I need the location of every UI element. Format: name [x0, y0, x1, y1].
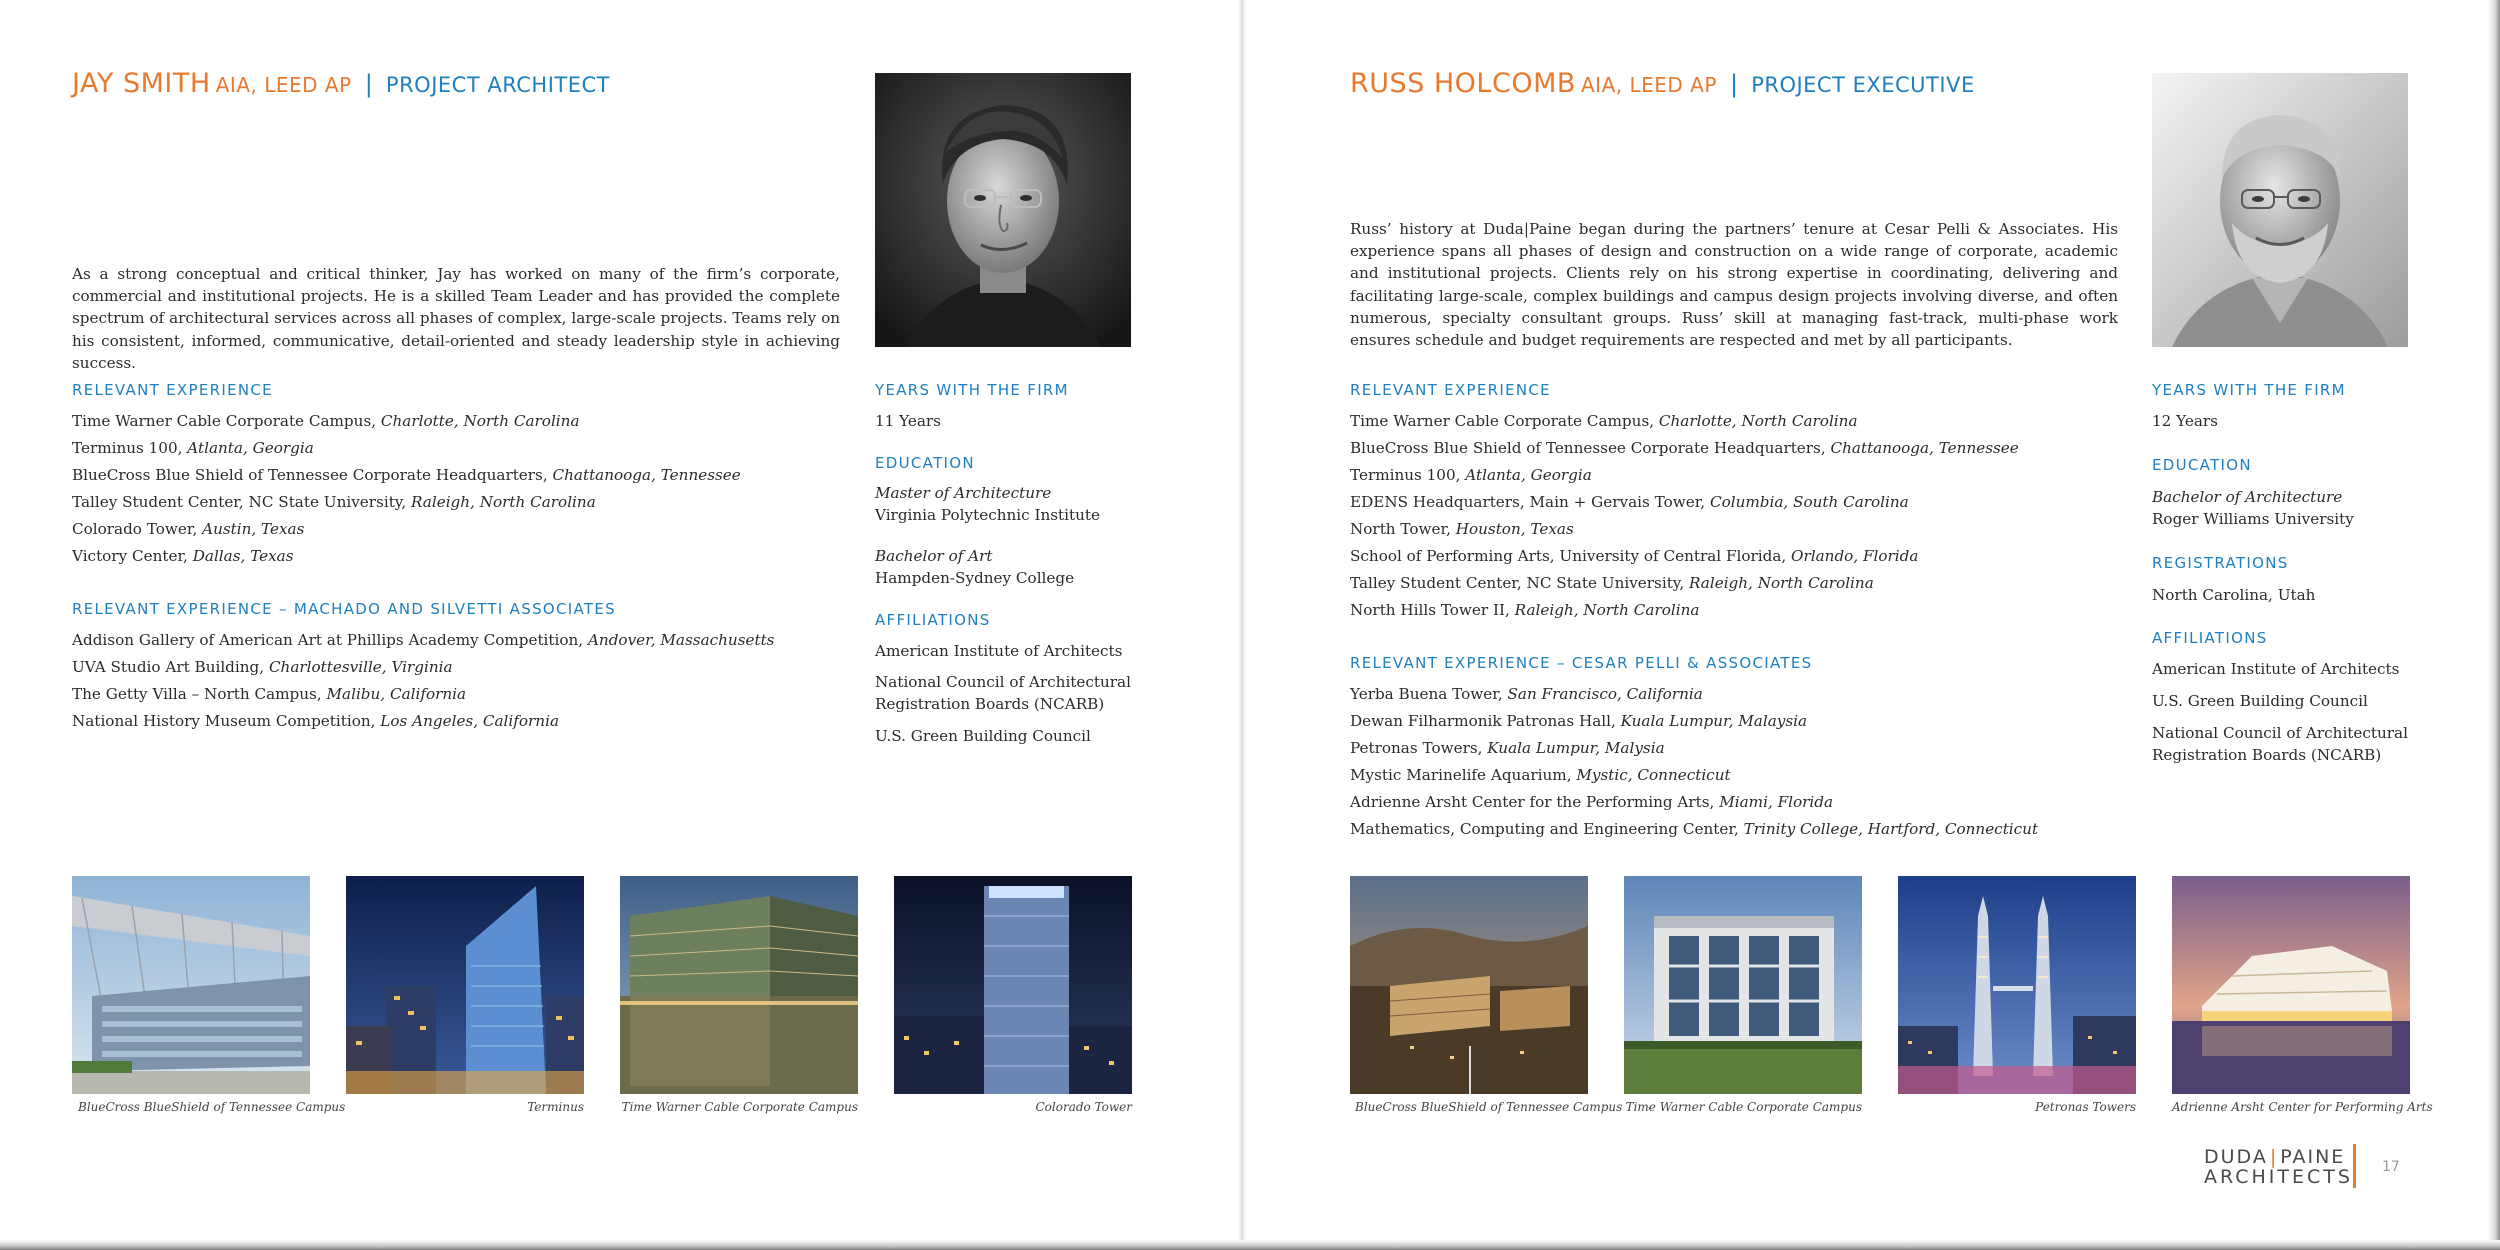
photo-caption: Colorado Tower	[1035, 1100, 1132, 1114]
list-item: The Getty Villa – North Campus, Malibu, California	[72, 685, 467, 703]
portrait-photo	[875, 73, 1131, 347]
photo-caption: BlueCross BlueShield of Tennessee Campus	[78, 1100, 346, 1114]
affiliation-item: American Institute of Architects	[875, 642, 1123, 660]
list-item: North Hills Tower II, Raleigh, North Carolina	[1350, 601, 1700, 619]
project-photo-bluecross	[72, 876, 310, 1094]
profile-header	[1350, 68, 1975, 99]
list-item: National History Museum Competition, Los Angeles, California	[72, 712, 559, 730]
list-item: Terminus 100, Atlanta, Georgia	[1350, 466, 1592, 484]
header-separator: |	[1730, 70, 1739, 98]
list-item: Mystic Marinelife Aquarium, Mystic, Connecticut	[1350, 766, 1731, 784]
list-item: Adrienne Arsht Center for the Performing Arts, Miami, Florida	[1350, 793, 1834, 811]
education-item: Bachelor of Architecture Roger Williams University	[2152, 488, 2354, 528]
project-photo-time-warner	[620, 876, 858, 1094]
photo-caption: Time Warner Cable Corporate Campus	[1625, 1100, 1862, 1114]
education-item: Bachelor of Art Hampden-Sydney College	[875, 547, 1075, 587]
project-photo-time-warner	[1624, 876, 1862, 1094]
list-item: Time Warner Cable Corporate Campus, Charlotte, North Carolina	[72, 412, 580, 430]
firm-logo: DUDA | PAINE ARCHITECTS	[2204, 1146, 2353, 1188]
bio-paragraph: As a strong conceptual and critical thinker, Jay has worked on many of the firm’s corporate, commercial and institutional projects. He is a skilled Team Leader and has provided the complete spectrum of architectural services across all phases of complex, large-scale projects. Teams rely on his consistent, informed, communicative, detail-oriented and steady leadership style in achieving success.	[72, 265, 840, 372]
logo-divider	[2353, 1144, 2356, 1188]
left-page	[0, 0, 1238, 1240]
person-name: JAY SMITH	[72, 68, 211, 99]
list-item: Petronas Towers, Kuala Lumpur, Malysia	[1350, 739, 1665, 757]
years-value: 11 Years	[875, 412, 941, 430]
list-item: EDENS Headquarters, Main + Gervais Tower, Columbia, South Carolina	[1350, 493, 1909, 511]
photo-caption: Adrienne Arsht Center for Performing Arts	[2172, 1100, 2433, 1114]
affiliation-item: U.S. Green Building Council	[2152, 692, 2368, 710]
project-photo-terminus	[346, 876, 584, 1094]
relevant-experience-heading: RELEVANT EXPERIENCE	[72, 381, 273, 399]
page-number: 17	[2382, 1159, 2400, 1175]
page-edge-shadow	[2488, 0, 2500, 1250]
list-item: Mathematics, Computing and Engineering Center, Trinity College, Hartford, Connecticut	[1350, 820, 2039, 838]
person-role: PROJECT EXECUTIVE	[1751, 73, 1975, 97]
person-name: RUSS HOLCOMB	[1350, 68, 1576, 99]
education-item: Master of Architecture Virginia Polytechnic Institute	[875, 484, 1100, 524]
list-item: BlueCross Blue Shield of Tennessee Corporate Headquarters, Chattanooga, Tennessee	[72, 466, 741, 484]
list-item: Talley Student Center, NC State University, Raleigh, North Carolina	[1350, 574, 1874, 592]
list-item: Colorado Tower, Austin, Texas	[72, 520, 305, 538]
photo-caption: Petronas Towers	[2035, 1100, 2136, 1114]
list-item: Terminus 100, Atlanta, Georgia	[72, 439, 314, 457]
list-item: North Tower, Houston, Texas	[1350, 520, 1574, 538]
list-item: School of Performing Arts, University of Central Florida, Orlando, Florida	[1350, 547, 1919, 565]
relevant-experience-heading: RELEVANT EXPERIENCE	[1350, 381, 1551, 399]
relevant-experience-list	[72, 408, 741, 570]
years-value: 12 Years	[2152, 412, 2218, 430]
photo-caption: Time Warner Cable Corporate Campus	[621, 1100, 858, 1114]
affiliation-item: National Council of Architectural Registration Boards (NCARB)	[875, 673, 1131, 713]
project-photo-bluecross	[1350, 876, 1588, 1094]
list-item: Talley Student Center, NC State University, Raleigh, North Carolina	[72, 493, 596, 511]
person-credentials: AIA, LEED AP	[215, 73, 352, 97]
list-item: Dewan Filharmonik Patronas Hall, Kuala Lumpur, Malaysia	[1350, 712, 1808, 730]
registrations-heading: REGISTRATIONS	[2152, 554, 2289, 572]
prior-experience-list	[1350, 681, 2038, 843]
years-heading: YEARS WITH THE FIRM	[875, 381, 1069, 399]
prior-experience-heading: RELEVANT EXPERIENCE – CESAR PELLI & ASSOCIATES	[1350, 654, 1813, 672]
right-page	[1246, 0, 2486, 1240]
photo-caption: Terminus	[527, 1100, 584, 1114]
years-heading: YEARS WITH THE FIRM	[2152, 381, 2346, 399]
affiliation-item: National Council of Architectural Registration Boards (NCARB)	[2152, 724, 2408, 764]
education-heading: EDUCATION	[2152, 456, 2252, 474]
list-item: UVA Studio Art Building, Charlottesville, Virginia	[72, 658, 453, 676]
list-item: Time Warner Cable Corporate Campus, Charlotte, North Carolina	[1350, 412, 1858, 430]
affiliation-item: American Institute of Architects	[2152, 660, 2400, 678]
affiliations-heading: AFFILIATIONS	[875, 611, 991, 629]
page-bottom-shadow	[0, 1240, 2500, 1250]
affiliations-heading: AFFILIATIONS	[2152, 629, 2268, 647]
project-photo-colorado-tower	[894, 876, 1132, 1094]
relevant-experience-list	[1350, 408, 2019, 624]
list-item: Victory Center, Dallas, Texas	[72, 547, 294, 565]
header-separator: |	[364, 70, 373, 98]
book-gutter	[1238, 0, 1246, 1240]
project-photo-petronas	[1898, 876, 2136, 1094]
affiliation-item: U.S. Green Building Council	[875, 727, 1091, 745]
photo-caption: BlueCross BlueShield of Tennessee Campus	[1355, 1100, 1623, 1114]
registrations-value: North Carolina, Utah	[2152, 586, 2316, 604]
bio-paragraph: Russ’ history at Duda|Paine began during the partners’ tenure at Cesar Pelli & Associates. His experience spans all phases of design and construction on a wide range of corporate, academic and institutional projects. Clients rely on his strong expertise in coordinating, delivering and facilitating large-scale, complex buildings and campus design projects involving diverse, and often numerous, specialty consultant groups. Russ’ skill at managing fast-track, multi-phase work ensures schedule and budget requirements are respected and met by all participants.	[1350, 220, 2118, 350]
person-role: PROJECT ARCHITECT	[385, 73, 610, 97]
profile-header	[72, 68, 610, 99]
prior-experience-list	[72, 627, 774, 735]
prior-experience-heading: RELEVANT EXPERIENCE – MACHADO AND SILVETTI ASSOCIATES	[72, 600, 616, 618]
person-credentials: AIA, LEED AP	[1581, 73, 1717, 97]
portrait-photo	[2152, 73, 2408, 347]
list-item: Yerba Buena Tower, San Francisco, California	[1350, 685, 1703, 703]
list-item: BlueCross Blue Shield of Tennessee Corporate Headquarters, Chattanooga, Tennessee	[1350, 439, 2019, 457]
project-photo-arsht-center	[2172, 876, 2410, 1094]
education-heading: EDUCATION	[875, 454, 975, 472]
list-item: Addison Gallery of American Art at Phillips Academy Competition, Andover, Massachusetts	[72, 631, 775, 649]
